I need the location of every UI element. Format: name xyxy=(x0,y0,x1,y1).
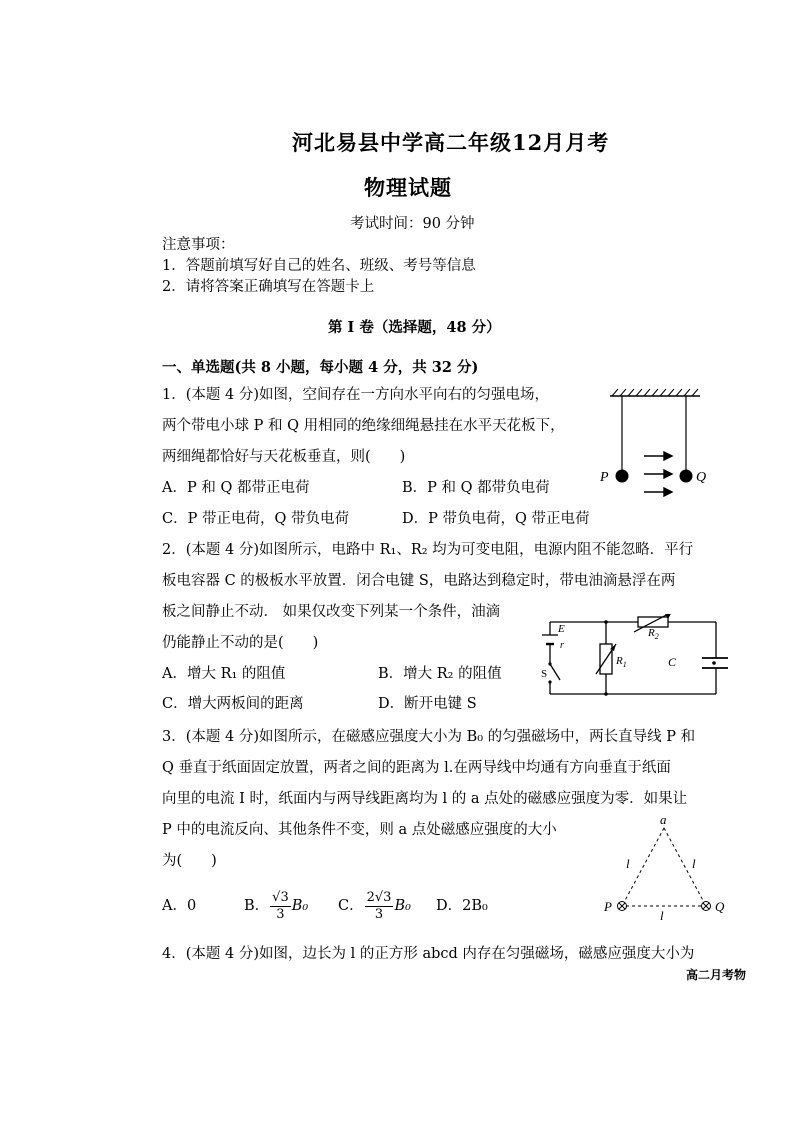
label-r1: $R_1$ xyxy=(616,655,627,669)
q3-option-d: D．2B₀ xyxy=(436,898,488,914)
q1-option-c: C．P 带正电荷，Q 带负电荷 xyxy=(162,511,349,527)
q3-line-3: 向里的电流 I 时，纸面内与两导线距离均为 l 的 a 点处的磁感应强度为零．如果让 xyxy=(162,791,688,807)
footer-label: 高二月考物 xyxy=(686,968,747,982)
label-a: a xyxy=(660,812,667,827)
label-p3: P xyxy=(604,899,612,914)
q3-figure xyxy=(598,812,730,920)
q2-line-1: 2．(本题 4 分)如图所示，电路中 R₁、R₂ 均为可变电阻，电源内阻不能忽略．平行 xyxy=(162,542,694,558)
q1-line-2: 两个带电小球 P 和 Q 用相同的绝缘细绳悬挂在水平天花板下， xyxy=(162,418,565,434)
label-q3: Q xyxy=(715,899,725,914)
label-q: Q xyxy=(696,470,707,485)
q3-option-c-fraction: $\frac{2√3}{3}$ xyxy=(366,889,392,922)
q2-option-c: C．增大两板间的距离 xyxy=(162,696,304,712)
q4-line-1: 4．(本题 4 分)如图，边长为 l 的正方形 abcd 内存在匀强磁场，磁感应强度大小为 xyxy=(162,946,695,962)
ceiling-hatch xyxy=(612,389,698,396)
q3-line-2: Q 垂直于纸面固定放置，两者之间的距离为 l.在两导线中均通有方向垂直于纸面 xyxy=(162,760,671,776)
q3-option-b-fraction: $\frac{√3}{3}$ xyxy=(272,889,289,922)
q2-option-a: A．增大 R₁ 的阻值 xyxy=(162,666,286,682)
notes-heading: 注意事项： xyxy=(162,237,235,253)
exam-title: 河北易县中学高二年级12月月考 xyxy=(292,130,610,155)
label-l-right: l xyxy=(692,856,696,871)
exam-subtitle: 物理试题 xyxy=(364,175,452,200)
ball-q xyxy=(680,470,693,483)
q2-circuit xyxy=(538,614,728,700)
q3-option-a: A．0 xyxy=(162,898,197,914)
q3-option-b: B． $\frac{√3}{3}$ B₀ xyxy=(244,889,309,922)
q3-line-1: 3．(本题 4 分)如图所示，在磁感应强度大小为 B₀ 的匀强磁场中，两长直导线 P 和 xyxy=(162,729,696,745)
q1-option-a: A．P 和 Q 都带正电荷 xyxy=(162,480,310,496)
notes-item-2: 2．请将答案正确填写在答题卡上 xyxy=(162,279,375,295)
label-p: P xyxy=(600,470,609,485)
q2-line-4: 仍能静止不动的是( ) xyxy=(162,635,319,651)
label-s: S xyxy=(541,668,548,680)
exam-time: 考试时间：90 分钟 xyxy=(350,216,475,232)
label-l-bottom: l xyxy=(660,908,664,920)
q2-option-d: D．断开电键 S xyxy=(378,696,477,712)
q3-line-5: 为( ) xyxy=(162,853,217,869)
section1-title: 一、单选题(共 8 小题，每小题 4 分，共 32 分) xyxy=(162,359,479,376)
q3-option-c: C． $\frac{2√3}{3}$ B₀ xyxy=(338,889,411,922)
label-r: r xyxy=(560,640,564,651)
q1-figure xyxy=(596,388,716,500)
q2-line-2: 板电容器 C 的极板水平放置．闭合电键 S，电路达到稳定时，带电油滴悬浮在两 xyxy=(162,573,676,589)
oil-drop xyxy=(712,661,716,665)
q2-line-3: 板之间静止不动． 如果仅改变下列某一个条件，油滴 xyxy=(162,604,501,620)
q1-option-b: B．P 和 Q 都带负电荷 xyxy=(402,480,550,496)
q1-line-3: 两细绳都恰好与天花板垂直，则( ) xyxy=(162,449,406,465)
field-arrows xyxy=(644,452,672,496)
q3-line-4: P 中的电流反向、其他条件不变，则 a 点处磁感应强度的大小 xyxy=(162,822,557,838)
ball-p xyxy=(616,470,629,483)
q1-option-d: D．P 带负电荷，Q 带正电荷 xyxy=(402,511,590,527)
label-l-left: l xyxy=(626,856,630,871)
q1-line-1: 1．(本题 4 分)如图，空间存在一方向水平向右的匀强电场， xyxy=(162,387,549,403)
notes-item-1: 1．答题前填写好自己的姓名、班级、考号等信息 xyxy=(162,258,476,274)
label-e: E xyxy=(558,623,565,635)
label-r2: $R_2$ xyxy=(648,627,659,641)
part1-title: 第 I 卷（选择题，48 分） xyxy=(328,319,501,336)
label-c: C xyxy=(668,655,677,669)
q2-option-b: B．增大 R₂ 的阻值 xyxy=(378,666,502,682)
